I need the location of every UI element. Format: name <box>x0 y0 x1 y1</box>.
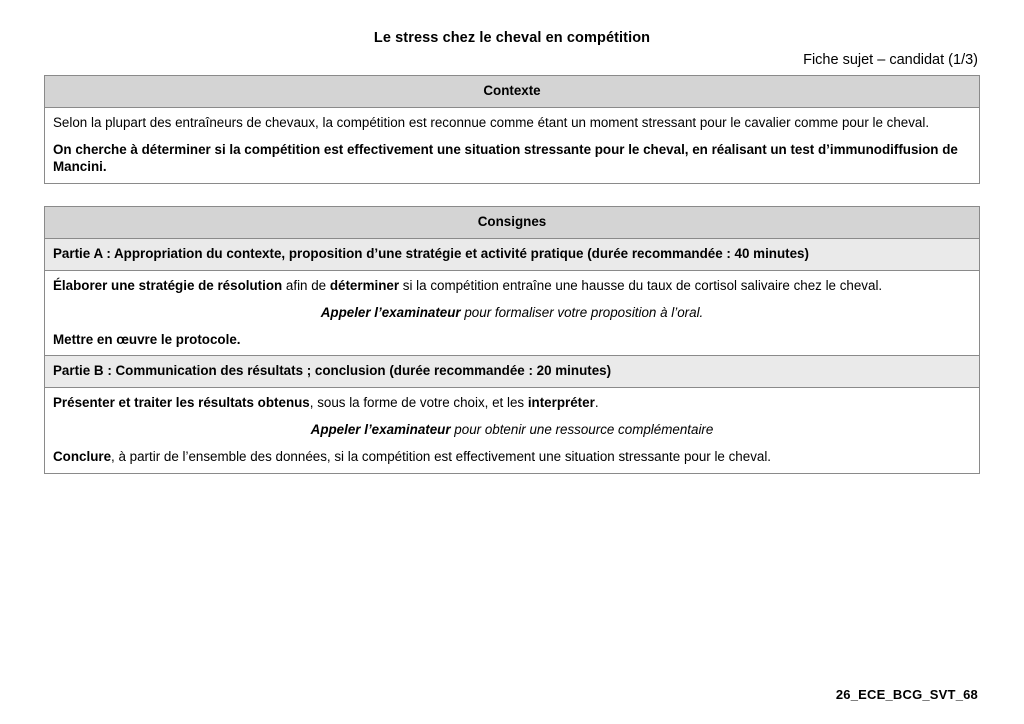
partie-b-call-rest: pour obtenir une ressource complémentaire <box>450 422 714 438</box>
partie-b-task-1-mid: , sous la forme de votre choix, et les <box>309 395 528 411</box>
table-row <box>45 76 980 108</box>
partie-b-task-2-rest: , à partir de l’ensemble des données, si la compétition est effectivement une situation stressante pour le cheval. <box>111 448 772 464</box>
section-spacer <box>44 184 980 206</box>
partie-a-task-1-bold: Élaborer une stratégie de résolution <box>53 277 283 293</box>
partie-a-call-examiner <box>53 304 971 322</box>
table-row <box>45 388 980 473</box>
partie-a-task-1 <box>53 277 971 295</box>
table-row <box>45 239 980 271</box>
contexte-paragraph-1: Selon la plupart des entraîneurs de chevaux, la compétition est reconnue comme étant un moment stressant pour le cavalier comme pour le cheval. <box>53 114 930 130</box>
partie-b-task-2 <box>53 448 971 466</box>
partie-b-task-1 <box>53 394 971 412</box>
partie-a-title: Partie A : Appropriation du contexte, proposition d’une stratégie et activité pratique (durée recommandée : 40 minutes) <box>45 239 980 271</box>
table-row <box>45 107 980 183</box>
contexte-paragraph-2: On cherche à déterminer si la compétition est effectivement une situation stressante pour le cheval, en réalisant un test d’immunodiffusion de Mancini. <box>53 141 958 175</box>
page-title: Le stress chez le cheval en compétition <box>373 30 651 46</box>
sheet-label: Fiche sujet – candidat (1/3) <box>803 52 978 68</box>
consignes-header: Consignes <box>45 207 980 239</box>
partie-a-call-bold: Appeler l’examinateur <box>320 304 461 320</box>
contexte-header: Contexte <box>45 76 980 108</box>
partie-b-task-1-bold-2: interpréter <box>527 395 595 411</box>
partie-b-call-bold: Appeler l’examinateur <box>310 422 451 438</box>
partie-b-task-2-bold: Conclure <box>53 448 112 464</box>
partie-b-task-1-bold: Présenter et traiter les résultats obtenus <box>53 395 310 411</box>
partie-a-call-rest: pour formaliser votre proposition à l’oral. <box>460 304 704 320</box>
partie-a-task-2: Mettre en œuvre le protocole. <box>53 331 241 347</box>
consignes-table <box>44 206 980 473</box>
table-row <box>45 207 980 239</box>
partie-a-task-1-end: si la compétition entraîne une hausse du taux de cortisol salivaire chez le cheval. <box>399 277 883 293</box>
contexte-body <box>45 107 980 183</box>
partie-b-task-1-end: . <box>594 395 599 411</box>
table-row <box>45 356 980 388</box>
footer-code: 26_ECE_BCG_SVT_68 <box>835 687 978 702</box>
partie-a-body <box>45 270 980 355</box>
partie-a-task-1-bold-2: déterminer <box>329 277 400 293</box>
table-row <box>45 270 980 355</box>
partie-b-call-examiner <box>53 421 971 439</box>
partie-a-task-1-mid: afin de <box>282 277 330 293</box>
partie-b-body <box>45 388 980 473</box>
partie-b-title: Partie B : Communication des résultats ; conclusion (durée recommandée : 20 minutes) <box>45 356 980 388</box>
contexte-table <box>44 75 980 184</box>
